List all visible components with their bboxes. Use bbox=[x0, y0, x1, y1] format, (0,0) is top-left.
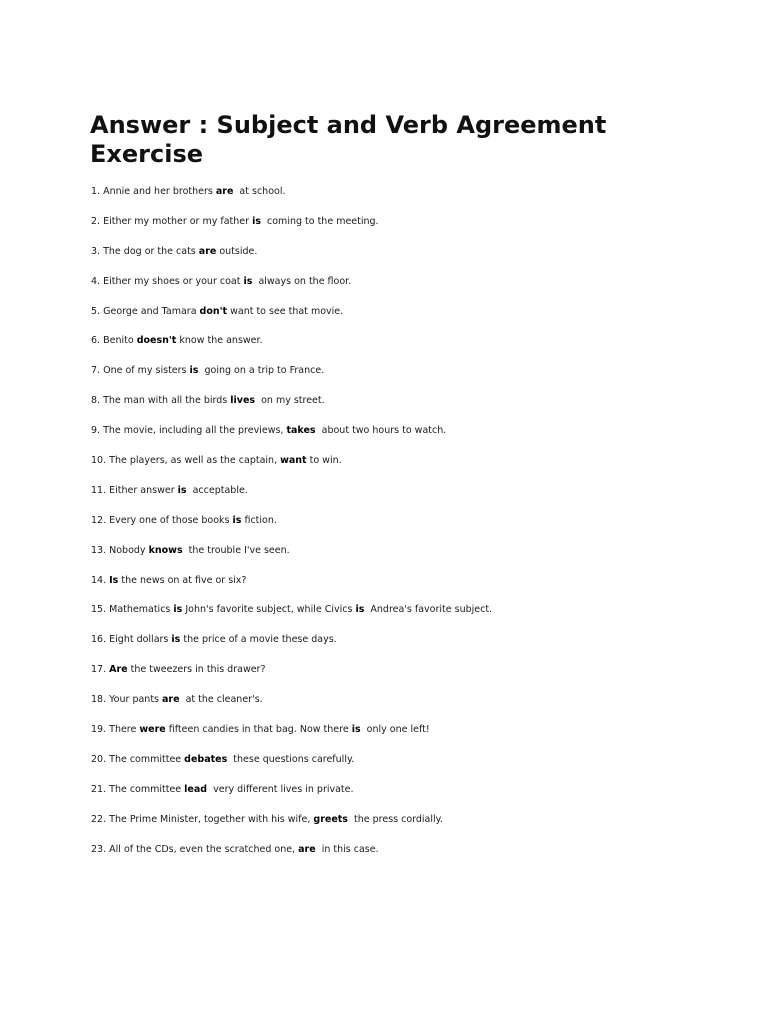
answer-text-after: the price of a movie these days. bbox=[180, 634, 337, 646]
answer-number: 20. bbox=[91, 753, 107, 765]
answer-text-before: Annie and her brothers bbox=[103, 186, 216, 197]
answer-text-after: know the answer. bbox=[176, 335, 263, 347]
answer-text-after: on my street. bbox=[255, 395, 325, 407]
answer-number: 21. bbox=[91, 783, 107, 795]
answer-item bbox=[90, 276, 710, 288]
answer-item bbox=[90, 216, 710, 228]
answer-verb: are bbox=[162, 694, 180, 706]
answer-verb: is bbox=[252, 215, 261, 227]
answer-text-after-second: Andrea's favorite subject. bbox=[364, 604, 493, 616]
document-page bbox=[90, 111, 710, 873]
answer-text-before: The Prime Minister, together with his wife, bbox=[109, 813, 314, 825]
answer-text-before: Nobody bbox=[109, 544, 149, 556]
answer-verb: takes bbox=[286, 425, 316, 437]
answer-number: 1. bbox=[91, 186, 101, 197]
answer-text-before: Either my shoes or your coat bbox=[103, 275, 244, 287]
answer-verb-second: is bbox=[351, 724, 361, 736]
answer-verb: don't bbox=[199, 305, 228, 317]
answer-text-after: to win. bbox=[306, 455, 342, 467]
answer-number: 3. bbox=[91, 245, 101, 257]
answer-item bbox=[90, 395, 710, 407]
answer-item bbox=[90, 754, 710, 766]
answer-text-after: these questions carefully. bbox=[227, 753, 355, 765]
answer-text-after: coming to the meeting. bbox=[260, 215, 379, 227]
answer-text-after: always on the floor. bbox=[252, 275, 352, 287]
answer-item bbox=[90, 634, 710, 646]
answer-number: 23. bbox=[91, 843, 107, 855]
answer-text-before: One of my sisters bbox=[103, 365, 190, 377]
answer-item bbox=[90, 246, 710, 258]
answer-item bbox=[90, 575, 710, 587]
answer-text-before: The committee bbox=[109, 783, 185, 795]
answer-verb-second: is bbox=[355, 604, 365, 616]
answer-text-before: Your pants bbox=[109, 694, 163, 706]
answer-item bbox=[90, 515, 710, 527]
answer-text-before: Either answer bbox=[109, 484, 178, 496]
answer-text-after: the tweezers in this drawer? bbox=[127, 664, 266, 676]
answer-number: 16. bbox=[91, 634, 107, 646]
answer-item bbox=[90, 335, 710, 347]
answer-number: 12. bbox=[91, 514, 107, 526]
answer-number: 10. bbox=[91, 455, 107, 467]
answer-item bbox=[90, 455, 710, 467]
answer-text-after: in this case. bbox=[315, 843, 379, 855]
answer-item bbox=[90, 425, 710, 437]
answer-verb: is bbox=[173, 604, 183, 616]
answer-number: 7. bbox=[91, 365, 101, 377]
answer-text-after: the trouble I've seen. bbox=[182, 544, 290, 556]
answer-text-after: the press cordially. bbox=[347, 813, 443, 825]
answer-item bbox=[90, 784, 710, 796]
answer-verb: were bbox=[139, 724, 166, 736]
answer-text-after: acceptable. bbox=[186, 484, 248, 496]
answer-number: 15. bbox=[91, 604, 107, 616]
answer-item bbox=[90, 694, 710, 706]
answer-number: 14. bbox=[91, 574, 107, 586]
answer-number: 19. bbox=[91, 724, 107, 736]
answer-number: 11. bbox=[91, 484, 107, 496]
answer-text-before: Mathematics bbox=[109, 604, 174, 616]
answer-verb: are bbox=[215, 186, 234, 197]
answer-verb: lead bbox=[184, 783, 208, 795]
page-title: Answer : Subject and Verb Agreement Exercise bbox=[90, 111, 607, 168]
answer-text-before: George and Tamara bbox=[103, 305, 200, 317]
answer-text-after: outside. bbox=[216, 245, 258, 257]
answer-text-after: about two hours to watch. bbox=[315, 425, 447, 437]
answer-number: 13. bbox=[91, 544, 107, 556]
answer-number: 8. bbox=[91, 395, 101, 407]
answer-verb: Is bbox=[109, 574, 119, 586]
answer-text-before: Benito bbox=[103, 335, 137, 347]
answer-verb: are bbox=[198, 245, 217, 257]
answer-verb: are bbox=[298, 843, 316, 855]
answer-verb: is bbox=[243, 275, 253, 287]
answer-number: 2. bbox=[91, 215, 101, 227]
answer-item bbox=[90, 485, 710, 497]
answer-text-after: at school. bbox=[233, 186, 286, 197]
answer-text-before: Eight dollars bbox=[109, 634, 172, 646]
answer-text-before: Every one of those books bbox=[109, 514, 233, 526]
answer-verb: doesn't bbox=[136, 335, 177, 347]
answer-item bbox=[90, 545, 710, 557]
answer-verb: debates bbox=[184, 753, 228, 765]
answer-item bbox=[90, 844, 710, 856]
answer-text-before: The man with all the birds bbox=[103, 395, 231, 407]
answer-text-before: The players, as well as the captain, bbox=[109, 455, 281, 467]
answer-item bbox=[90, 814, 710, 826]
answer-number: 4. bbox=[91, 275, 101, 287]
answer-item bbox=[90, 604, 710, 616]
answer-verb: is bbox=[232, 514, 242, 526]
answer-number: 22. bbox=[91, 813, 107, 825]
answer-verb: is bbox=[171, 634, 181, 646]
answer-verb: is bbox=[177, 484, 187, 496]
answer-text-after: want to see that movie. bbox=[227, 305, 344, 317]
answer-number: 9. bbox=[91, 425, 101, 437]
answer-text-after: the news on at five or six? bbox=[118, 574, 247, 586]
answer-text-after: going on a trip to France. bbox=[198, 365, 325, 377]
answer-text-after: at the cleaner's. bbox=[179, 694, 263, 706]
answer-verb: is bbox=[189, 365, 199, 377]
answer-text-before: There bbox=[109, 724, 140, 736]
answer-item bbox=[90, 365, 710, 377]
answer-text-after-second: only one left! bbox=[360, 724, 430, 736]
answer-verb: Are bbox=[109, 664, 128, 676]
answer-item bbox=[90, 186, 710, 198]
answer-text-before: Either my mother or my father bbox=[103, 215, 253, 227]
answer-number: 5. bbox=[91, 305, 101, 317]
answer-text-before: The dog or the cats bbox=[103, 245, 199, 257]
answer-text-before: All of the CDs, even the scratched one, bbox=[109, 843, 299, 855]
answer-verb: lives bbox=[230, 395, 256, 407]
answer-number: 18. bbox=[91, 694, 107, 706]
answer-number: 17. bbox=[91, 664, 107, 676]
answer-verb: want bbox=[280, 455, 307, 467]
answer-item bbox=[90, 306, 710, 318]
answer-text-before: The committee bbox=[109, 753, 185, 765]
answer-text-after: fiction. bbox=[241, 514, 277, 526]
answer-text-after: fifteen candies in that bag. Now there bbox=[165, 724, 352, 736]
answer-list bbox=[90, 186, 710, 856]
answer-item bbox=[90, 724, 710, 736]
answer-verb: greets bbox=[313, 813, 348, 825]
answer-text-after: John's favorite subject, while Civics bbox=[182, 604, 356, 616]
answer-item bbox=[90, 664, 710, 676]
answer-verb: knows bbox=[148, 544, 183, 556]
answer-text-after: very different lives in private. bbox=[207, 783, 354, 795]
answer-number: 6. bbox=[91, 335, 101, 347]
answer-text-before: The movie, including all the previews, bbox=[103, 425, 287, 437]
